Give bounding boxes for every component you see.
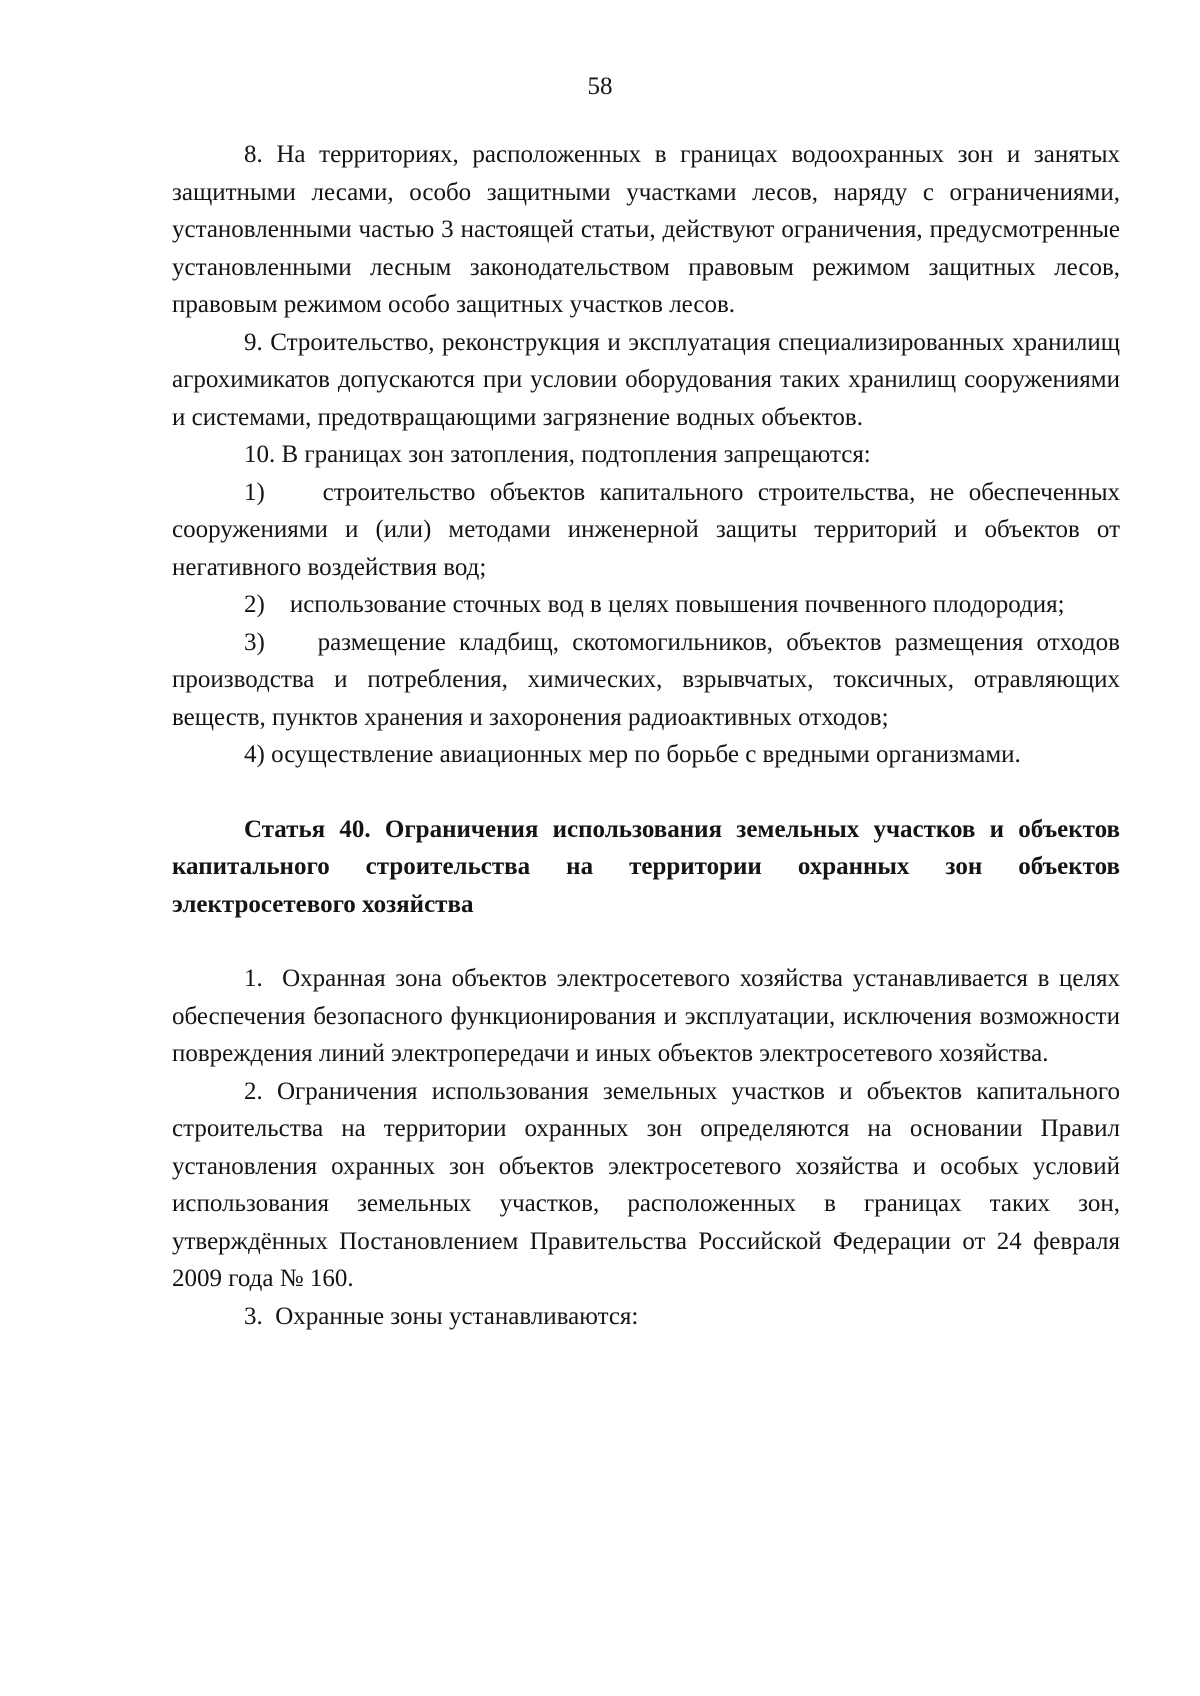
paragraph-item-9: 9. Строительство, реконструкция и эксплуатация специализированных хранилищ агрохимикатов допускаются при условии оборудования таких хранилищ сооружениями и системами, предотвращающими загрязнение водных объектов.: [172, 328, 1120, 431]
document-body: [172, 136, 1120, 1335]
paragraph-item-10: 10. В границах зон затопления, подтопления запрещаются:: [244, 441, 871, 468]
list-item-1: 1) строительство объектов капитального строительства, не обеспеченных сооружениями и (или) методами инженерной защиты территорий и объектов от негативного воздействия вод;: [172, 478, 1120, 581]
list-item-4: 4) осуществление авиационных мер по борьбе с вредными организмами.: [244, 741, 1021, 768]
page-number: 58: [587, 73, 613, 100]
list-item-2: 2) использование сточных вод в целях повышения почвенного плодородия;: [244, 591, 1065, 618]
article-paragraph-2: 2. Ограничения использования земельных участков и объектов капитального строительства на территории охранных зон определяются на основании Правил установления охранных зон объектов электросетевого хозяйства и особых условий использования земельных участков, расположенных в границах таких зон, утверждённых Постановлением Правительства Российской Федерации от 24 февраля 2009 года № 160.: [172, 1077, 1120, 1292]
article-heading: Статья 40. Ограничения использования земельных участков и объектов капитального строительства на территории охранных зон объектов электросетевого хозяйства: [172, 815, 1120, 918]
paragraph-item-8: 8. На территориях, расположенных в границах водоохранных зон и занятых защитными лесами, особо защитными участками лесов, наряду с ограничениями, установленными частью 3 настоящей статьи, действуют ограничения, предусмотренные установленными лесным законодательством правовым режимом защитных лесов, правовым режимом особо защитных участков лесов.: [172, 141, 1120, 318]
list-item-3: 3) размещение кладбищ, скотомогильников, объектов размещения отходов производства и потребления, химических, взрывчатых, токсичных, отравляющих веществ, пунктов хранения и захоронения радиоактивных отходов;: [172, 628, 1120, 731]
article-paragraph-1: 1. Охранная зона объектов электросетевого хозяйства устанавливается в целях обеспечения безопасного функционирования и эксплуатации, исключения возможности повреждения линий электропередачи и иных объектов электросетевого хозяйства.: [172, 965, 1120, 1067]
section-spacer: [172, 923, 1120, 960]
article-paragraph-3: 3. Охранные зоны устанавливаются:: [244, 1302, 639, 1330]
